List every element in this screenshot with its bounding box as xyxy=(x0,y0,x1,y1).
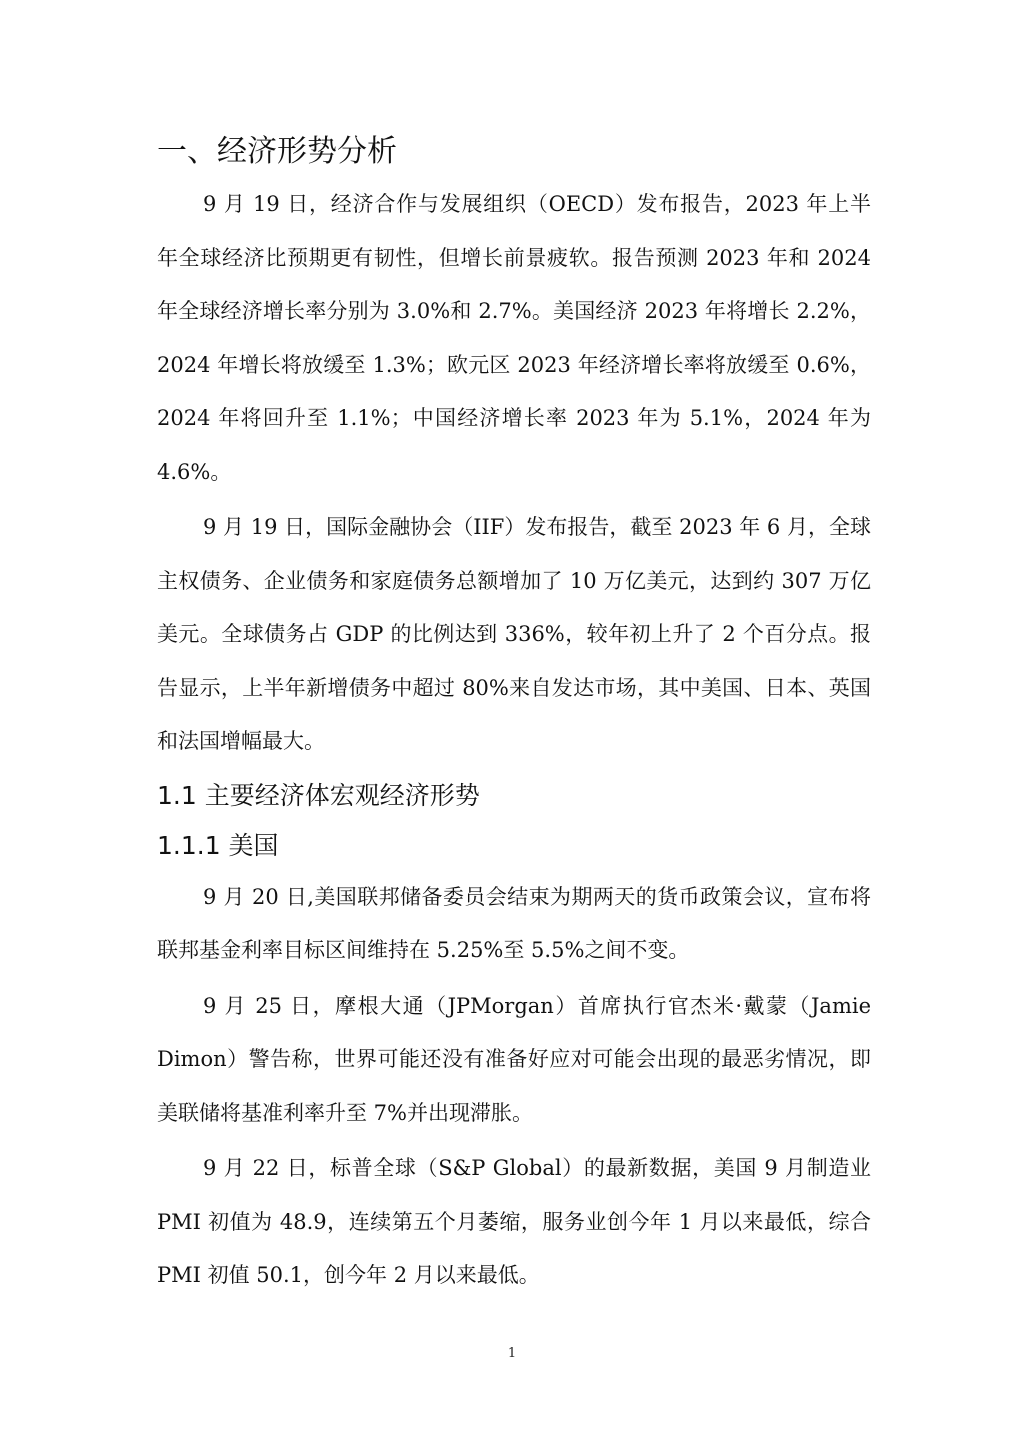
paragraph-oecd: 9 月 19 日，经济合作与发展组织（OECD）发布报告，2023 年上半年全球经济比预期更有韧性，但增长前景疲软。报告预测 2023 年和 2024 年全球经济增长率分别为 3.0%和 2.7%。美国经济 2023 年将增长 2.2%，2024 年增长将放缓至 1.3%；欧元区 2023 年经济增长率将放缓至 0.6%，2024 年将回升至 1.1%；中国经济增长率 2023 年为 5.1%，2024 年为 4.6%。 xyxy=(157,192,871,484)
subsubsection-heading: 1.1.1 美国 xyxy=(157,830,279,860)
paragraph-sp-global: 9 月 22 日，标普全球（S&P Global）的最新数据，美国 9 月制造业 PMI 初值为 48.9，连续第五个月萎缩，服务业创今年 1 月以来最低，综合 PMI 初值 50.1，创今年 2 月以来最低。 xyxy=(157,1156,871,1287)
section-heading: 一、经济形势分析 xyxy=(157,134,397,169)
subsection-heading: 1.1 主要经济体宏观经济形势 xyxy=(157,780,480,810)
page-number: 1 xyxy=(507,1346,517,1361)
paragraph-jpmorgan: 9 月 25 日，摩根大通（JPMorgan）首席执行官杰米·戴蒙（Jamie Dimon）警告称，世界可能还没有准备好应对可能会出现的最恶劣情况，即美联储将基准利率升至 7%并出现滞胀。 xyxy=(157,993,871,1125)
paragraph-fed: 9 月 20 日,美国联邦储备委员会结束为期两天的货币政策会议，宣布将联邦基金利率目标区间维持在 5.25%至 5.5%之间不变。 xyxy=(157,884,871,962)
paragraph-iif: 9 月 19 日，国际金融协会（IIF）发布报告，截至 2023 年 6 月，全球主权债务、企业债务和家庭债务总额增加了 10 万亿美元，达到约 307 万亿美元。全球债务占 GDP 的比例达到 336%，较年初上升了 2 个百分点。报告显示，上半年新增债务中超过 80%来自发达市场，其中美国、日本、英国和法国增幅最大。 xyxy=(157,515,871,753)
page-content xyxy=(157,128,871,1303)
